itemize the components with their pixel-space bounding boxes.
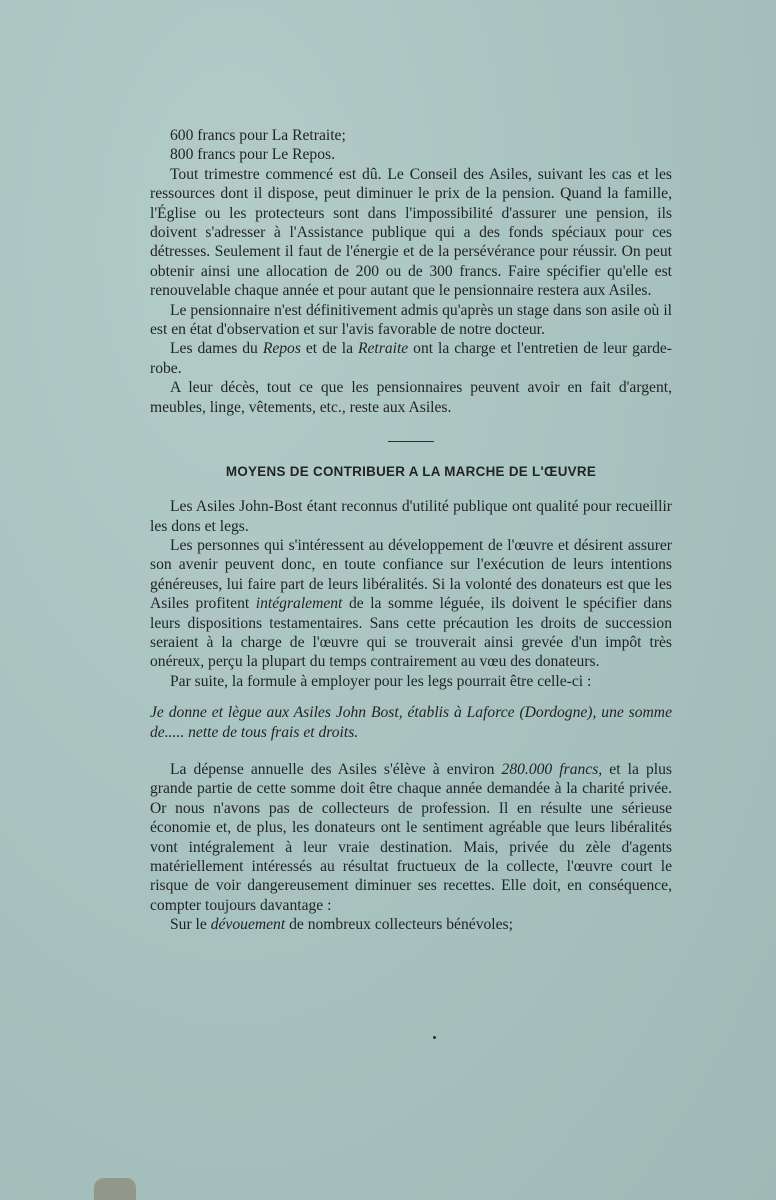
- devouement-prefix: Sur le: [170, 916, 211, 934]
- document-page: [150, 126, 672, 935]
- depense-part-2: et la plus grande partie de cette somme doit être chaque année demandée à la charité privée. Or nous n'avons pas de collecteurs de profession. Il en résulte une sérieuse économie et, de plus, les donateurs ont le sentiment agréable que leurs libéralités vont intégralement à leur vraie destination. Mais, privée du zèle d'agents matériellement intéressés au résultat fructueux de la collecte, l'œuvre court le risque de voir dangereusement diminuer ses recettes. Elle doit, en conséquence, compter toujours davantage :: [150, 760, 673, 914]
- paragraph-dames: [150, 339, 672, 378]
- paragraph-deces: A leur décès, tout ce que les pensionnaires peuvent avoir en fait d'argent, meubles, linge, vêtements, etc., reste aux Asiles.: [150, 379, 672, 416]
- dames-mid: et de la: [300, 340, 358, 358]
- dames-suffix: ont la charge et l'entretien de leur garde-robe.: [150, 340, 672, 377]
- legs-italic: intégralement: [255, 595, 343, 613]
- page-dot-mark: [433, 1036, 436, 1039]
- paragraph-stage: Le pensionnaire n'est définitivement admis qu'après un stage dans son asile où il est en état d'observation et sur l'avis favorable de notre docteur.: [150, 301, 672, 339]
- devouement-suffix: de nombreux collecteurs bénévoles;: [285, 916, 513, 934]
- pension-line-retraite: 600 francs pour La Retraite;: [170, 127, 346, 144]
- depense-part-1: La dépense annuelle des Asiles s'élève à environ: [170, 760, 502, 778]
- dames-repos: Repos: [262, 340, 301, 358]
- section-title: MOYENS DE CONTRIBUER A LA MARCHE DE L'ŒUVRE: [225, 464, 597, 480]
- dames-retraite: Retraite: [357, 340, 409, 358]
- section-divider: [388, 441, 434, 442]
- formula-text: Je donne et lègue aux Asiles John Bost, établis à Laforce (Dordogne), une somme de..... nette de tous frais et droits.: [150, 704, 672, 741]
- paper-stain: [94, 1178, 136, 1200]
- legs-part-2: de la somme léguée, ils doivent le spécifier dans leurs dispositions testamentaires. Sans cette précaution les droits de succession seraient à la charge de l'œuvre qui se trouverait ainsi grevée d'un impôt très onéreux, perçu la plupart du temps contrairement au vœu des donateurs.: [150, 595, 672, 671]
- legs-part-1: Les personnes qui s'intéressent au développement de l'œuvre et désirent assurer son avenir peuvent donc, en toute confiance sur l'exécution de leurs intentions généreuses, lui faire part de leurs libéralités. Si la volonté des donateurs est que les Asiles profitent: [150, 536, 672, 613]
- paragraph-trimestre: Tout trimestre commencé est dû. Le Conseil des Asiles, suivant les cas et les ressources dont il dispose, peut diminuer le prix de la pension. Quand la famille, l'Église ou les protecteurs sont dans l'impossibilité d'assurer une pension, ils doivent s'adresser à l'Assistance publique qui a des fonds spéciaux pour ces détresses. Seulement il faut de l'énergie et de la persévérance pour réussir. On peut obtenir ainsi une allocation de 200 ou de 300 francs. Faire spécifier qu'elle est renouvelable chaque année et pour autant que le pensionnaire restera aux Asiles.: [150, 165, 672, 300]
- devouement-italic: dévouement: [210, 916, 286, 934]
- paragraph-legs: [150, 536, 672, 672]
- dames-prefix: Les dames du: [170, 340, 263, 358]
- paragraph-depense: [150, 760, 672, 915]
- paragraph-devouement: [150, 915, 672, 934]
- paragraph-utilite: Les Asiles John-Bost étant reconnus d'utilité publique ont qualité pour recueillir les dons et legs.: [150, 498, 672, 535]
- depense-italic: 280.000 francs,: [501, 760, 603, 778]
- paragraph-formule: Par suite, la formule à employer pour les legs pourrait être celle-ci :: [170, 672, 592, 690]
- pension-line-repos: 800 francs pour Le Repos.: [170, 146, 335, 164]
- legacy-formula: [150, 703, 672, 742]
